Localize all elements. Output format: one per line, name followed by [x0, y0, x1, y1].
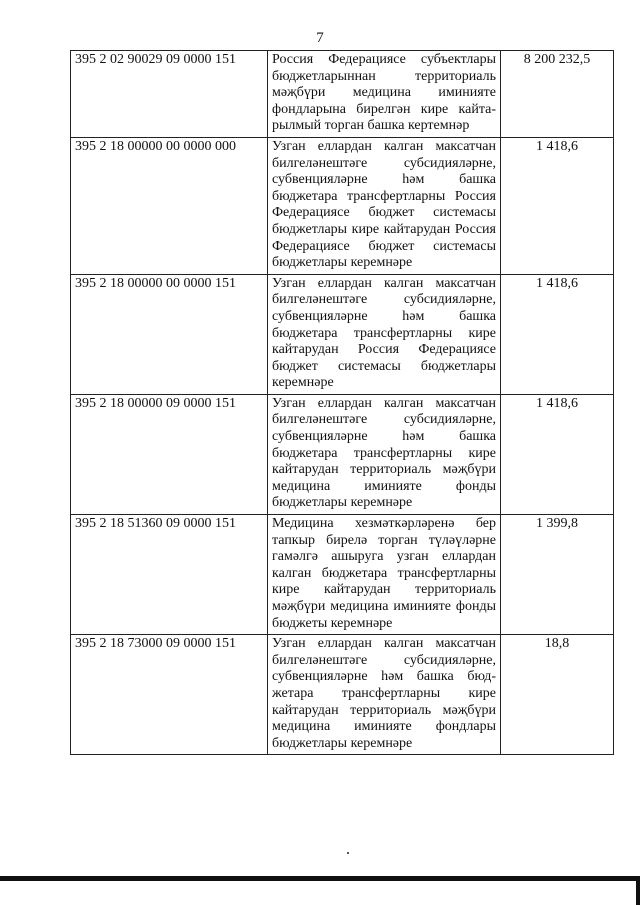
- page-number: 7: [316, 30, 324, 46]
- revenue-description-cell: Медицина хезмәткәрләренә бер тапкыр бирелә торган түләүләрне гамәлгә ашыруга узган еллардан калган бюджетара трансфертларны кире кайтарудан территориаль мәҗбүри медицина иминияте фонды бюджеты керемнәре: [268, 515, 501, 635]
- budget-revenue-table: [70, 50, 614, 755]
- budget-code-cell: 395 2 18 73000 09 0000 151: [71, 635, 268, 755]
- budget-code-cell: 395 2 18 51360 09 0000 151: [71, 515, 268, 635]
- revenue-description-cell: Узган еллардан калган максатчан билгеләнештәге субсидияләрне, субвенцияләрне һәм башка бюджетара трансфертларны Россия Федерациясе бюджет системасы бюджетлары кире кайтарудан Россия Федерациясе бюджет системасы бюджетлары керемнәре: [268, 137, 501, 274]
- revenue-description-cell: Россия Федерациясе субъектлары бюджетларыннан территориаль мәҗбүри медицина иминияте фондларына бирелгән кире кайтарылмый торган башка кертемнәр: [268, 51, 501, 138]
- amount-cell: 18,8: [501, 635, 614, 755]
- budget-code-cell: 395 2 18 00000 09 0000 151: [71, 394, 268, 514]
- amount-cell: 1 418,6: [501, 274, 614, 394]
- amount-cell: 8 200 232,5: [501, 51, 614, 138]
- amount-cell: 1 399,8: [501, 515, 614, 635]
- table-row: [71, 394, 614, 514]
- table-row: [71, 137, 614, 274]
- budget-code-cell: 395 2 18 00000 00 0000 000: [71, 137, 268, 274]
- amount-cell: 1 418,6: [501, 137, 614, 274]
- revenue-description-cell: Узган еллардан калган максатчан билгеләнештәге субсидияләрне, субвенцияләрне һәм башка бюджетара трансфертларны кире кайтарудан Россия Федерациясе бюджет системасы бюджетлары керемнәре: [268, 274, 501, 394]
- amount-cell: 1 418,6: [501, 394, 614, 514]
- table-row: [71, 515, 614, 635]
- revenue-description-cell: Узган еллардан калган максатчан билгеләнештәге субсидияләрне, субвенцияләрне һәм башка бюджетара трансфертларны кире кайтарудан территориаль мәҗбүри медицина иминияте фонды бюджетлары керемнәре: [268, 394, 501, 514]
- scan-bottom-edge: [0, 876, 640, 881]
- table-row: [71, 51, 614, 138]
- revenue-description-cell: Узган еллардан калган максатчан билгеләнештәге субсидияләрне, субвенцияләрне һәм башка бюджетара трансфертларны кире кайтарудан территориаль мәҗбүри медицина иминияте фондлары бюджетлары керемнәре: [268, 635, 501, 755]
- scan-corner-edge: [636, 876, 640, 905]
- budget-code-cell: 395 2 18 00000 00 0000 151: [71, 274, 268, 394]
- scan-speck: [347, 852, 349, 854]
- table-row: [71, 274, 614, 394]
- table-row: [71, 635, 614, 755]
- budget-code-cell: 395 2 02 90029 09 0000 151: [71, 51, 268, 138]
